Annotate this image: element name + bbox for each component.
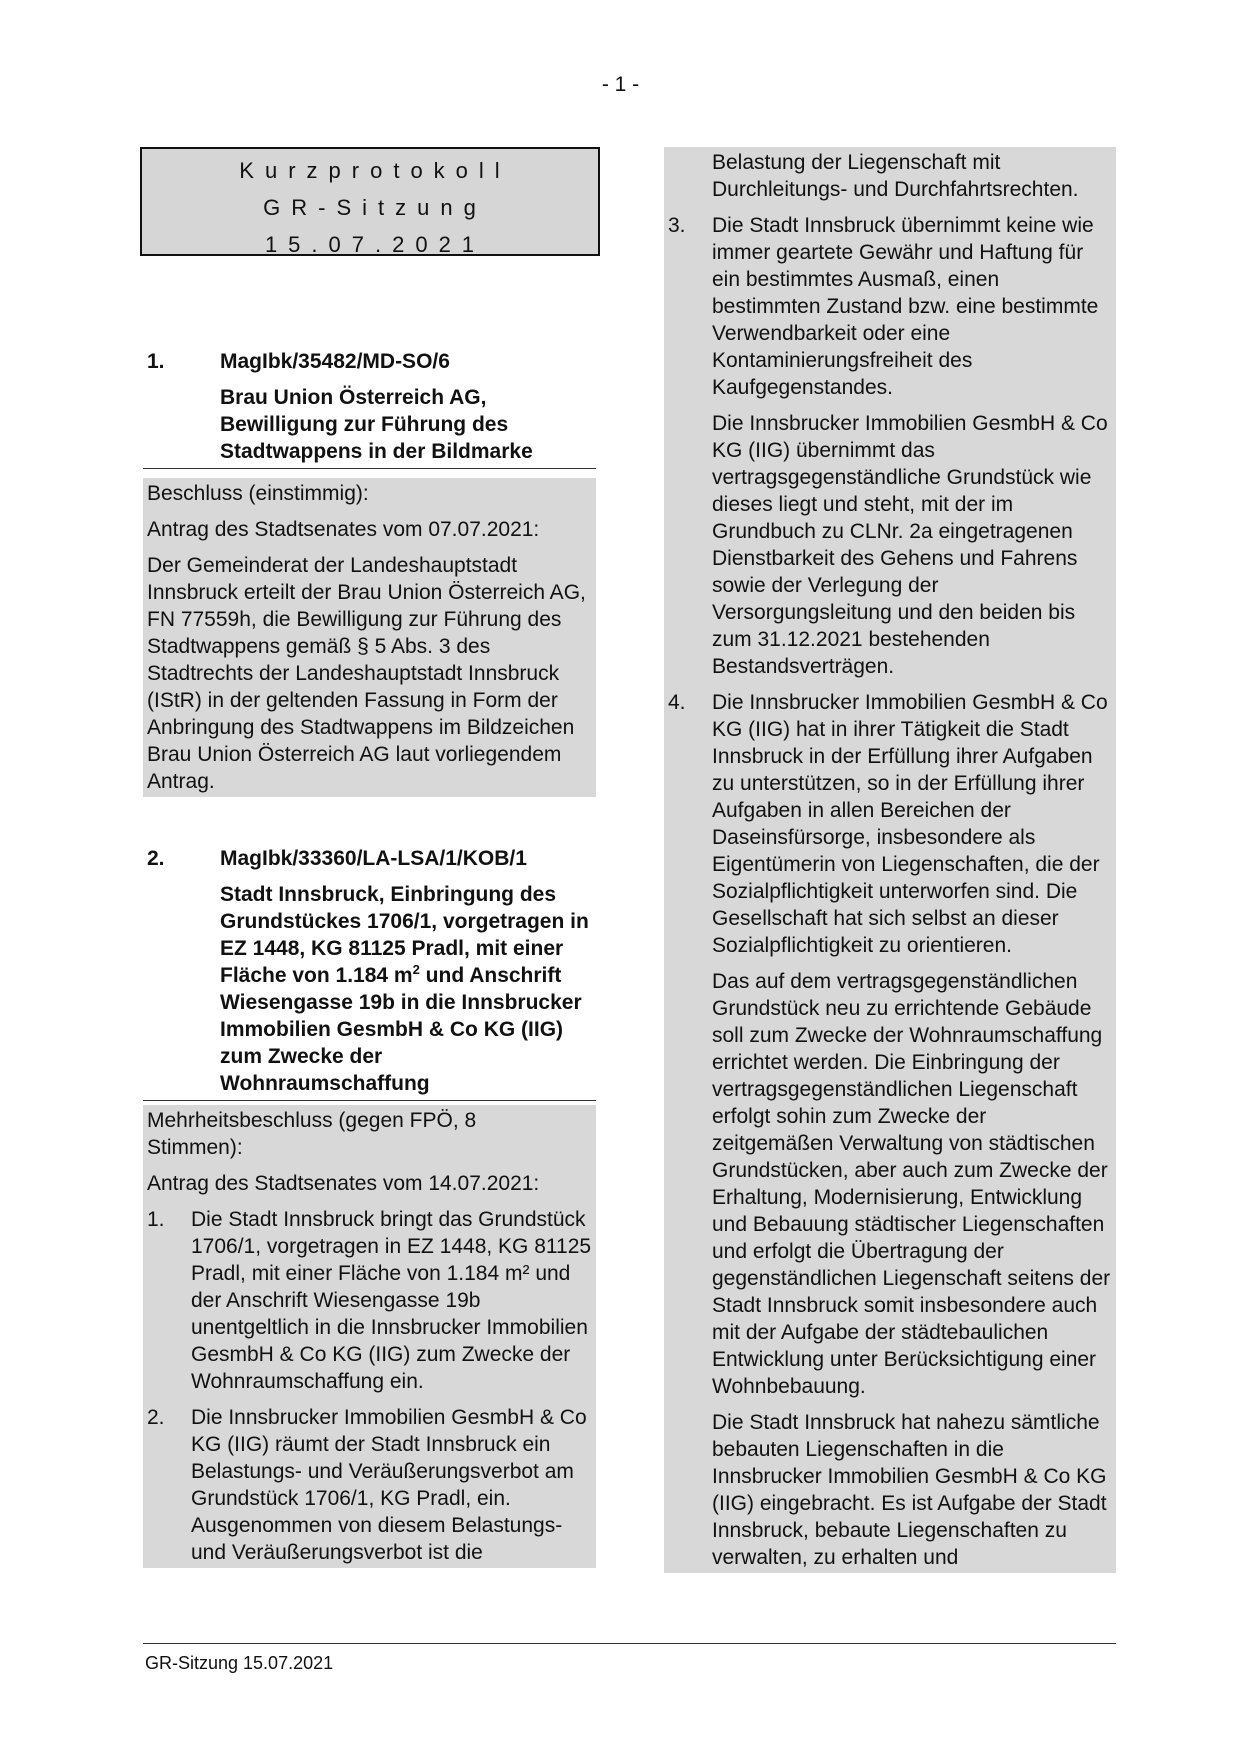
point-1-number: 1.	[147, 1208, 165, 1231]
item-2-title-part2: und Anschrift Wiesengasse 19b in die Innsbrucker Immobilien GesmbH & Co KG (IIG) zum Zwecke der Wohnraumschaffung	[220, 964, 582, 1095]
point-2-continuation: Belastung der Liegenschaft mit Durchleitungs- und Durchfahrtsrechten.	[712, 151, 1079, 201]
item-2-title	[220, 881, 596, 1097]
right-column-body	[664, 147, 1116, 1573]
item-1-reference: MagIbk/35482/MD-SO/6	[220, 350, 450, 373]
title-line-3: 15.07.2021	[264, 232, 486, 257]
point-1-text: Die Stadt Innsbruck bringt das Grundstück 1706/1, vorgetragen in EZ 1448, KG 81125 Pradl, mit einer Fläche von 1.184 m² und der Anschrift Wiesengasse 19b unentgeltlich in die Innsbrucker Immobilien GesmbH & Co KG (IIG) zum Zwecke der Wohnraumschaffung ein.	[191, 1208, 592, 1393]
footer-divider	[143, 1643, 1116, 1644]
item-2-reference: MagIbk/33360/LA-LSA/1/KOB/1	[220, 847, 527, 870]
item-1-motion: Antrag des Stadtsenates vom 07.07.2021:	[147, 518, 540, 541]
item-2-point-4	[664, 689, 1116, 959]
page-number: - 1 -	[601, 73, 640, 96]
item-1-title: Brau Union Österreich AG, Bewilligung zur Führung des Stadtwappens in der Bildmarke	[220, 386, 533, 463]
item-2-header	[143, 845, 596, 1101]
item-2-title-sup: 2	[412, 962, 420, 977]
item-2-title-block	[143, 881, 596, 1101]
item-1-header	[143, 348, 596, 469]
item-2-point-3	[664, 212, 1116, 401]
point-3-text: Die Stadt Innsbruck übernimmt keine wie immer geartete Gewähr und Haftung für ein bestimmtes Ausmaß, einen bestimmten Zustand bzw. eine bestimmte Verwendbarkeit oder eine Kontaminierungsfreiheit des Kaufgegenstandes.	[712, 214, 1099, 399]
item-1-title-block	[143, 384, 596, 469]
point-4-text: Die Innsbrucker Immobilien GesmbH & Co KG (IIG) hat in ihrer Tätigkeit die Stadt Innsbruck in der Erfüllung ihrer Aufgaben zu unterstützen, so in der Erfüllung ihrer Aufgaben in allen Bereichen der Daseinsfürsorge, insbesondere als Eigentümerin von Liegenschaften, die der Sozialpflichtigkeit unterworfen sind. Die Gesellschaft hat sich selbst an dieser Sozialpflichtigkeit zu orientieren.	[712, 691, 1108, 957]
item-2-number: 2.	[147, 847, 165, 870]
item-2-decision: Mehrheitsbeschluss (gegen FPÖ, 8 Stimmen):	[147, 1109, 477, 1159]
item-1-number: 1.	[147, 350, 165, 373]
footer-text: GR-Sitzung 15.07.2021	[145, 1653, 334, 1673]
point-2-number: 2.	[147, 1406, 165, 1429]
item-1-text: Der Gemeinderat der Landeshauptstadt Innsbruck erteilt der Brau Union Österreich AG, FN 77559h, die Bewilligung zur Führung des Stadtwappens gemäß § 5 Abs. 3 des Stadtrechts der Landeshauptstadt Innsbruck (IStR) in der geltenden Fassung in Form der Anbringung des Stadtwappens im Bildzeichen Brau Union Österreich AG laut vorliegendem Antrag.	[147, 554, 586, 793]
title-line-1: Kurzprotokoll	[239, 158, 511, 183]
item-1-decision: Beschluss (einstimmig):	[147, 482, 369, 505]
item-2-point-1	[143, 1206, 596, 1395]
point-2-text: Die Innsbrucker Immobilien GesmbH & Co KG (IIG) räumt der Stadt Innsbruck ein Belastungs- und Veräußerungsverbot am Grundstück 1706/1, KG Pradl, ein. Ausgenommen von diesem Belastungs- und Veräußerungsverbot ist die	[191, 1406, 587, 1564]
title-box	[140, 147, 600, 256]
title-line-2: GR-Sitzung	[263, 195, 487, 220]
item-2-body	[143, 1105, 596, 1568]
point-3-number: 3.	[668, 214, 686, 237]
item-2-motion: Antrag des Stadtsenates vom 14.07.2021:	[147, 1172, 540, 1195]
point-4-number: 4.	[668, 691, 686, 714]
point-4-paragraph-1: Das auf dem vertragsgegenständlichen Grundstück neu zu errichtende Gebäude soll zum Zwecke der Wohnraumschaffung errichtet werden. Die Einbringung der vertragsgegenständlichen Liegenschaft erfolgt sohin zum Zwecke der zeitgemäßen Verwaltung von städtischen Grundstücken, aber auch zum Zwecke der Erhaltung, Modernisierung, Entwicklung und Bebauung städtischer Liegenschaften und erfolgt die Übertragung der gegenständlichen Liegenschaft seitens der Stadt Innsbruck somit insbesondere auch mit der Aufgabe der städtebaulichen Entwicklung unter Berücksichtigung einer Wohnbebauung.	[712, 970, 1111, 1398]
item-2-title-part1: Stadt Innsbruck, Einbringung des Grundstückes 1706/1, vorgetragen in EZ 1448, KG 81125 Pradl, mit einer Fläche von 1.184 m	[220, 883, 589, 987]
item-1-body	[143, 478, 596, 797]
point-3-paragraph: Die Innsbrucker Immobilien GesmbH & Co KG (IIG) übernimmt das vertragsgegenständliche Grundstück wie dieses liegt und steht, mit der im Grundbuch zu CLNr. 2a eingetragenen Dienstbarkeit des Gehens und Fahrens sowie der Verlegung der Versorgungsleitung und den beiden bis zum 31.12.2021 bestehenden Bestandsverträgen.	[712, 412, 1108, 678]
item-2-point-2	[143, 1404, 596, 1566]
point-4-paragraph-2: Die Stadt Innsbruck hat nahezu sämtliche bebauten Liegenschaften in die Innsbrucker Immobilien GesmbH & Co KG (IIG) eingebracht. Es ist Aufgabe der Stadt Innsbruck, bebaute Liegenschaften zu verwalten, zu erhalten und	[712, 1411, 1107, 1569]
